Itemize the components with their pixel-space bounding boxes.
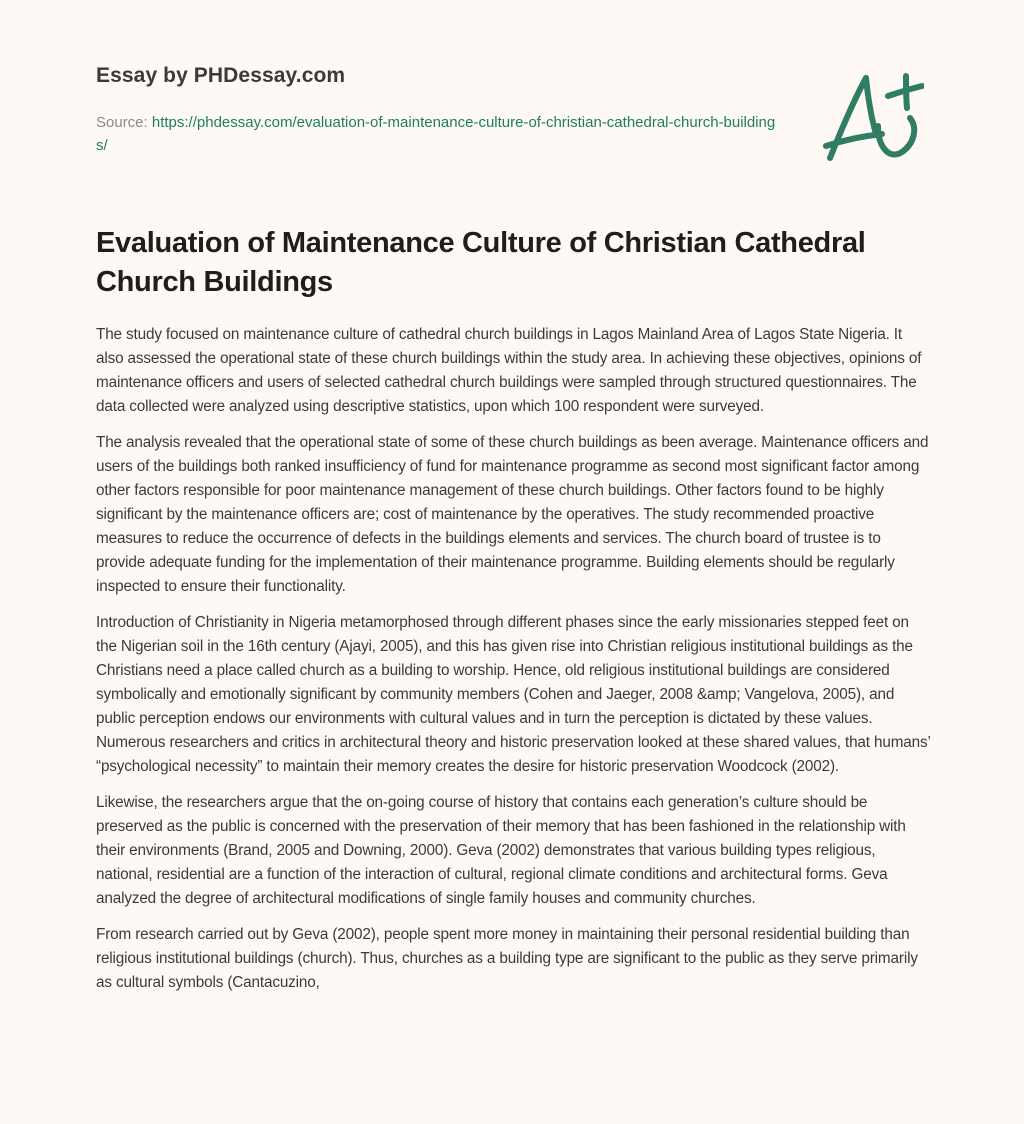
essay-paragraph: The study focused on maintenance culture of cathedral church buildings in Lagos Mainland Area of Lagos State Nigeria. It also assessed the operational state of these church buildings within the study area. In achieving these objectives, opinions of maintenance officers and users of selected cathedral church buildings were sampled through structured questionnaires. The data collected were analyzed using descriptive statistics, upon which 100 respondent were surveyed. xyxy=(96,326,922,415)
a-plus-grade-icon xyxy=(822,68,924,168)
site-title: Essay by PHDessay.com xyxy=(96,64,346,87)
source-line xyxy=(96,111,776,157)
essay-page xyxy=(96,0,932,991)
source-label: Source: xyxy=(96,114,148,131)
essay-title: Evaluation of Maintenance Culture of Christian Cathedral Church Buildings xyxy=(96,227,866,298)
source-link[interactable]: https://phdessay.com/evaluation-of-maintenance-culture-of-christian-cathedral-church-buildings/ xyxy=(96,114,776,154)
essay-paragraph: Likewise, the researchers argue that the on-going course of history that contains each generation’s culture should be preserved as the public is concerned with the preservation of their memory that has been fashioned in the relationship with their environments (Brand, 2005 and Downing, 2000). Geva (2002) demonstrates that various building types religious, national, residential are a function of the interaction of cultural, regional climate conditions and architectural forms. Geva analyzed the degree of architectural modifications of single family houses and community churches. xyxy=(96,794,906,907)
site-header xyxy=(96,0,932,200)
essay-paragraph: From research carried out by Geva (2002), people spent more money in maintaining their personal residential building than religious institutional buildings (church). Thus, churches as a building type are significant to the public as they serve primarily as cultural symbols (Cantacuzino, xyxy=(96,926,918,991)
essay-body xyxy=(96,323,932,1007)
essay-paragraph: The analysis revealed that the operational state of some of these church buildings as been average. Maintenance officers and users of the buildings both ranked insufficiency of fund for maintenance programme as second most significant factor among other factors responsible for poor maintenance management of these church buildings. Other factors found to be highly significant by the maintenance officers are; cost of maintenance by the operatives. The study recommended proactive measures to reduce the occurrence of defects in the buildings elements and services. The church board of trustee is to provide adequate funding for the implementation of their maintenance programme. Building elements should be regularly inspected to ensure their functionality. xyxy=(96,434,929,595)
essay-paragraph: Introduction of Christianity in Nigeria metamorphosed through different phases since the early missionaries stepped feet on the Nigerian soil in the 16th century (Ajayi, 2005), and this has given rise into Christian religious institutional buildings as the Christians need a place called church as a building to worship. Hence, old religious institutional buildings are considered symbolically and emotionally significant by community members (Cohen and Jaeger, 2008 &amp; Vangelova, 2005), and public perception endows our environments with cultural values and in turn the perception is dictated by these values. Numerous researchers and critics in architectural theory and historic preservation looked at these shared values, that humans’ “psychological necessity” to maintain their memory creates the desire for historic preservation Woodcock (2002). xyxy=(96,614,931,775)
